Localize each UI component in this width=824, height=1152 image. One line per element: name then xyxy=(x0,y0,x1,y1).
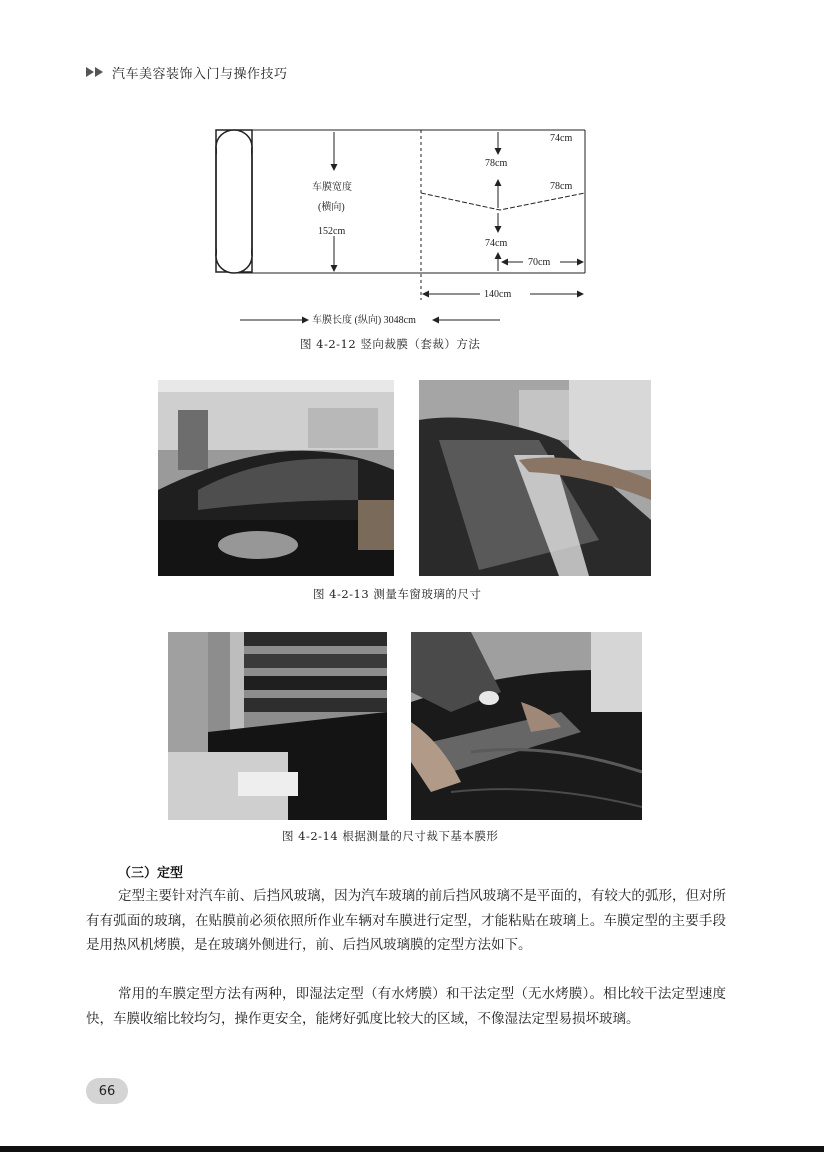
label-140: 140cm xyxy=(484,289,512,300)
paragraph-2: 常用的车膜定型方法有两种，即湿法定型（有水烤膜）和干法定型（无水烤膜）。相比较干法定型速度快，车膜收缩比较均匀，操作更安全，能烤好弧度比较大的区域，不像湿法定型易损坏玻璃。 xyxy=(86,986,726,1027)
cut-line-diagonal xyxy=(421,193,585,210)
label-78-right: 78cm xyxy=(550,181,573,192)
label-74-top: 74cm xyxy=(550,133,573,144)
film-cutting-diagram xyxy=(200,118,600,333)
page-number: 66 xyxy=(86,1078,128,1104)
double-arrow-icon xyxy=(86,67,104,77)
running-header xyxy=(86,62,288,82)
label-length: 车膜长度 (纵向) 3048cm xyxy=(312,315,416,326)
diagram-svg xyxy=(200,118,600,333)
paragraph-1: 定型主要针对汽车前、后挡风玻璃，因为汽车玻璃的前后挡风玻璃不是平面的，有较大的弧形，但对所有有弧面的玻璃，在贴膜前必须依照所作业车辆对车膜进行定型，才能粘贴在玻璃上。车膜定型的主要手段是用热风机烤膜，是在玻璃外侧进行，前、后挡风玻璃膜的定型方法如下。 xyxy=(86,888,726,953)
photo-measuring-windshield-left xyxy=(158,380,394,576)
page-bottom-bar xyxy=(0,1146,824,1152)
photo-cutting-film xyxy=(411,632,642,820)
photo-measuring-windshield-right xyxy=(419,380,651,576)
label-74-lower: 74cm xyxy=(485,238,508,249)
label-78-upper: 78cm xyxy=(485,158,508,169)
book-title: 汽车美容装饰入门与操作技巧 xyxy=(112,66,288,82)
width-value: 152cm xyxy=(318,226,346,237)
caption-fig-4-2-12: 图 4-2-12 竖向裁膜（套裁）方法 xyxy=(300,337,481,351)
caption-fig-4-2-14: 图 4-2-14 根据测量的尺寸裁下基本膜形 xyxy=(282,829,499,843)
caption-fig-4-2-13: 图 4-2-13 测量车窗玻璃的尺寸 xyxy=(313,587,482,601)
photo-film-roll-rack xyxy=(168,632,387,820)
section-heading: （三）定型 xyxy=(118,866,184,881)
width-label-2: (横向) xyxy=(318,202,345,213)
width-label-1: 车膜宽度 xyxy=(312,182,352,193)
label-70: 70cm xyxy=(528,257,551,268)
